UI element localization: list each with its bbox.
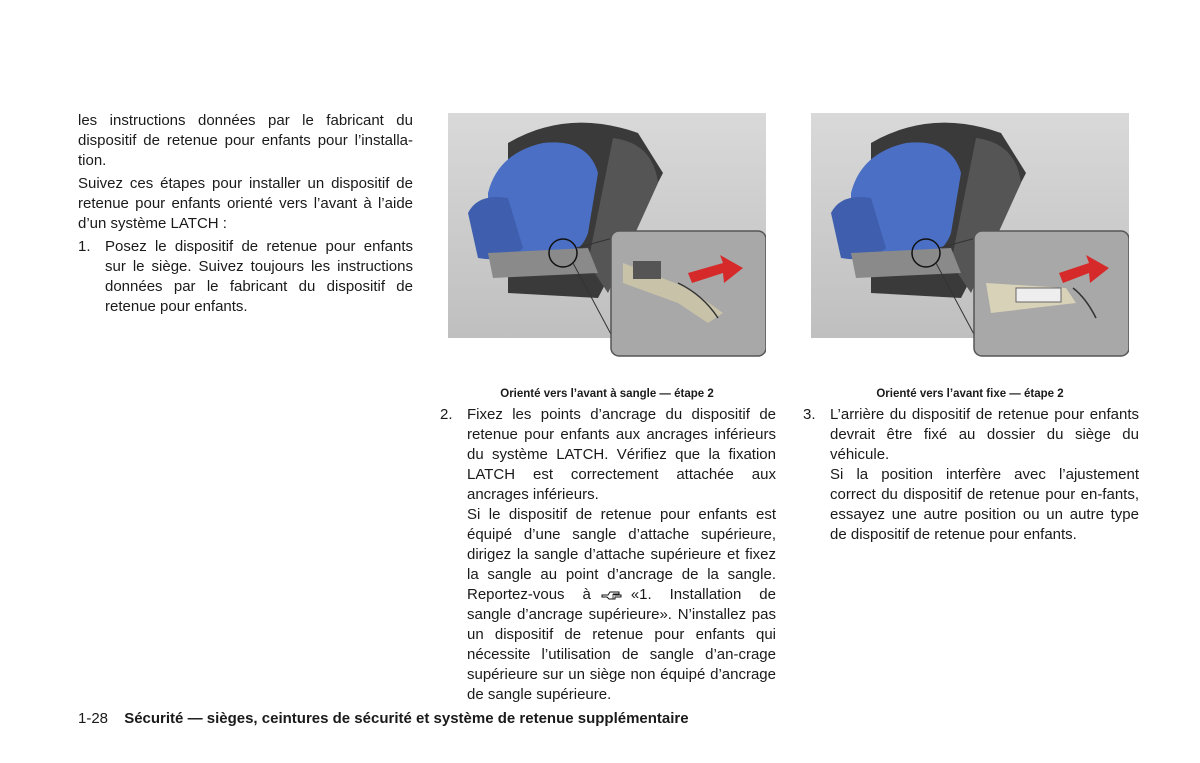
figure-1-caption: Orienté vers l’avant à sangle — étape 2 (500, 388, 714, 400)
paragraph-continuation: les instructions données par le fabricant du dispositif de retenue pour enfants pour l’installa-tion. (78, 112, 413, 169)
reference-hand-icon (601, 589, 623, 602)
step-2-number: 2. (440, 406, 453, 423)
page-number: 1-28 (78, 710, 109, 727)
figure-2-caption: Orienté vers l’avant fixe — étape 2 (876, 388, 1064, 400)
column-middle (440, 405, 776, 708)
column-left (78, 111, 413, 317)
top-tether-text-a: Si le dispositif de retenue pour enfants est équipé d’une sangle d’attache supérieure, dirigez la sangle d’attache supérieure et fixez la sangle au point d’ancrage de la sangle. Reportez-vous à (467, 506, 776, 603)
section-title: Sécurité — sièges, ceintures de sécurité et système de retenue supplémentaire (124, 710, 689, 727)
step-2 (440, 405, 776, 505)
step-1-text: Posez le dispositif de retenue pour enfants sur le siège. Suivez toujours les instructions données par le fabricant du dispositif de retenue pour enfants. (105, 238, 413, 315)
figure-forward-strap-step2 (448, 113, 766, 358)
step-3-text: L’arrière du dispositif de retenue pour enfants devrait être fixé au dossier du siège du véhicule. (830, 406, 1139, 463)
latch-connector (633, 261, 661, 279)
top-tether-paragraph (440, 505, 776, 705)
position-paragraph: Si la position interfère avec l’ajustement correct du dispositif de retenue pour en-fants, essayez une autre position ou un autre type de dispositif de retenue pour enfants. (830, 466, 1139, 543)
step-1 (78, 237, 413, 317)
page-footer (78, 710, 689, 727)
step-3-number: 3. (803, 406, 816, 423)
paragraph-intro: Suivez ces étapes pour installer un dispositif de retenue pour enfants orienté vers l’avant à l’aide d’un système LATCH : (78, 175, 413, 232)
figure-forward-rigid-step2 (811, 113, 1129, 358)
column-right (803, 405, 1139, 548)
step-3 (803, 405, 1139, 465)
top-tether-text-b: «1. Installation de sangle d’ancrage supérieure». N’installez pas un dispositif de retenue pour enfants qui nécessite l’utilisation de sangle d’an-crage supérieure sur un siège non équipé d’ancrage de sangle supérieure. (467, 586, 776, 703)
step-1-number: 1. (78, 238, 91, 255)
step-2-text: Fixez les points d’ancrage du dispositif de retenue pour enfants aux ancrages inférieurs du système LATCH. Vérifiez que la fixation LATCH est correctement attachée aux ancrages inférieurs. (467, 406, 776, 503)
